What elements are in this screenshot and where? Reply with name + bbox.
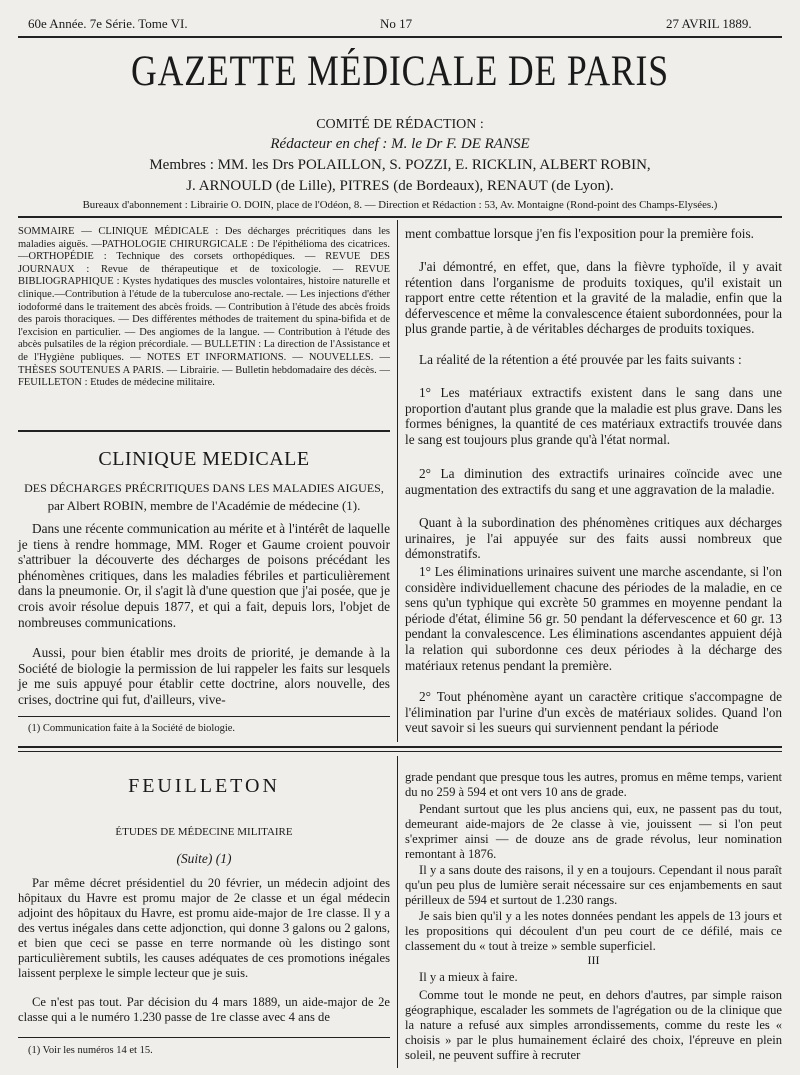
- committee-label: COMITÉ DE RÉDACTION :: [316, 117, 484, 132]
- feuilleton-right-para-2: Il y a sans doute des raisons, il y en a toujours. Cependant il nous paraît qu'un peu plus de lumière serait nécessaire sur ces enjambements en saut périlleux de 594 et surtout de 1.230 rangs.: [405, 863, 782, 907]
- clinique-heading: CLINIQUE MEDICALE: [98, 448, 310, 470]
- clinique-right-para-7: 2° Tout phénomène ayant un caractère critique s'accompagne de l'élimination par l'urine d'un excès de matériaux solides. Quand l'on veut savoir si les sueurs qui surviennent pendant la période: [405, 689, 782, 736]
- feuilleton-right-para-5: Comme tout le monde ne peut, en dehors d'autres, par simple raison géographique, escalader les sommets de l'agrégation ou de la clinique que la nature a refusé aux simples arrondissements, comme du reste les « choisis » par le plus humainement éclairé des choix, l'épreuve en plein soleil, ne peuvent suffire à recruter: [405, 988, 782, 1062]
- header-series: 60e Année. 7e Série. Tome VI.: [28, 16, 188, 31]
- clinique-right-para-6: 1° Les éliminations urinaires suivent une marche ascendante, si l'on considère individuellement chacune des périodes de la maladie, en ce sens qu'un typhique qui excrète 50 grammes en moyenne pendant la période d'état, élimine 56 gr. 50 pendant la défervescence et 60 gr. 13 pendant la convalescence. Les éliminations ascendantes appuient déjà la relation qui subordonne ces deux périodes à la décharge des matériaux retenus pendant la première.: [405, 564, 782, 673]
- masthead-title: GAZETTE MÉDICALE DE PARIS: [131, 48, 669, 95]
- feuilleton-right-para-4: Il y a mieux à faire.: [419, 970, 518, 984]
- feuilleton-suite: (Suite) (1): [176, 851, 232, 866]
- feuilleton-para-2: Ce n'est pas tout. Par décision du 4 mars 1889, un aide-major de 2e classe qui a le numéro 1.230 passe de 1re classe avec 4 ans de: [18, 995, 390, 1024]
- clinique-right-para-0: ment combattue lorsque j'en fis l'exposition pour la première fois.: [405, 226, 754, 241]
- header-number: No 17: [380, 16, 413, 31]
- sommaire-rule: [18, 430, 390, 432]
- clinique-right-para-2: La réalité de la rétention a été prouvée par les faits suivants :: [419, 352, 742, 367]
- header-rule: [18, 36, 782, 38]
- chief-editor: Rédacteur en chef : M. le Dr F. DE RANSE: [270, 136, 530, 152]
- sommaire: SOMMAIRE — CLINIQUE MÉDICALE : Des décharges précritiques dans les maladies aiguës. —PATHOLOGIE CHIRURGICALE : De l'épithélioma des cicatrices. —ORTHOPÉDIE : Technique des corsets orthopédiques. — REVUE DES JOURNAUX : Revue de thérapeutique et de toxicologie. — REVUE BIBLIOGRAPHIQUE : Kystes hydatiques des muscles volontaires, histoire naturelle et clinique.—Contribution à l'étude de la tuberculose ano-rectale. — Les injections d'éther iodoformé dans le traitement des abcès froids. — Contribution à l'étude des abcès froids des parois thoraciques. — Des différentes méthodes de traitement du spina-bifida et de l'excision en particulier. — Des angiomes de la langue. — Contribution à l'étude des abcès pulsatiles de la région précordiale. — BULLETIN : La direction de l'Assistance et de l'Hygiène publiques. — NOTES ET INFORMATIONS. — NOUVELLES. — THÈSES SOUTENUES A PARIS. — Librairie. — Bulletin hebdomadaire des décès. — FEUILLETON : Etudes de médecine militaire.: [18, 226, 390, 389]
- clinique-subtitle-2: par Albert ROBIN, membre de l'Académie de médecine (1).: [47, 498, 361, 513]
- masthead-rule: [18, 216, 782, 218]
- feuilleton-section-number: III: [587, 953, 600, 967]
- feuilleton-right-para-3: Je sais bien qu'il y a les notes données pendant les appels de 13 jours et les propositions qui découlent d'un peu court de ce défilé, mais ce classement du « tout à treize » semble superficiel.: [405, 909, 782, 953]
- members-line-1: Membres : MM. les Drs POLAILLON, S. POZZI, E. RICKLIN, ALBERT ROBIN,: [149, 157, 651, 173]
- clinique-subtitle-1: DES DÉCHARGES PRÉCRITIQUES DANS LES MALADIES AIGUES,: [24, 481, 384, 495]
- feuilleton-subtitle: ÉTUDES DE MÉDECINE MILITAIRE: [115, 826, 293, 838]
- offices-line: Bureaux d'abonnement : Librairie O. DOIN, place de l'Odéon, 8. — Direction et Rédaction : 53, Av. Montaigne (Rond-point des Champs-Elysées.): [82, 199, 718, 211]
- header-date: 27 AVRIL 1889.: [666, 16, 752, 31]
- clinique-para-1: Dans une récente communication au mérite et à l'intérêt de laquelle je tiens à rendre hommage, MM. Roger et Gaume croient pouvoir s'attribuer la découverte des décharges de poisons précédant les phénomènes critiques, dans les maladies fébriles et particulièrement dans la pneumonie. Or, il s'agit là d'une question que j'ai posée, que je crois avoir résolue depuis 1877, et qui a fait, depuis lors, l'objet de nombreuses communications.: [18, 521, 390, 630]
- feuilleton-rule-top: [18, 746, 782, 748]
- feuilleton-footnote: (1) Voir les numéros 14 et 15.: [28, 1045, 153, 1056]
- clinique-footnote: (1) Communication faite à la Société de biologie.: [28, 723, 236, 734]
- feuilleton-right-para-0: grade pendant que presque tous les autres, promus en même temps, varient du no 259 à 594 et ont vers 10 ans de grade.: [405, 770, 782, 799]
- clinique-footnote-rule: [18, 716, 390, 717]
- clinique-right-para-3: 1° Les matériaux extractifs existent dans le sang dans une proportion d'autant plus grande que la maladie est plus grave. Dans les formes bénignes, la quantité de ces matériaux extractifs trouvée dans le sang est toujours plus grande qu'à l'état normal.: [405, 385, 782, 447]
- feuilleton-heading: FEUILLETON: [128, 775, 280, 797]
- clinique-right-para-1: J'ai démontré, en effet, que, dans la fièvre typhoïde, il y avait rétention dans l'organisme de produits toxiques, qu'il existait un rapport entre cette rétention et la gravité de la maladie, enfin que la défervescence et même la convalescence étaient subordonnées, pour la plus grande partie, à de véritables décharges de produits toxiques.: [405, 259, 782, 337]
- members-line-2: J. ARNOULD (de Lille), PITRES (de Bordeaux), RENAUT (de Lyon).: [186, 178, 614, 194]
- feuilleton-footnote-rule: [18, 1037, 390, 1038]
- clinique-right-para-4: 2° La diminution des extractifs urinaires coïncide avec une augmentation des extractifs du sang et une aggravation de la maladie.: [405, 466, 782, 497]
- column-divider-lower: [397, 756, 398, 1068]
- clinique-para-2: Aussi, pour bien établir mes droits de priorité, je demande à la Société de biologie la permission de lui rappeler les faits sur lesquels je me suis appuyé pour établir cette doctrine, alors nouvelle, des crises, doctrine qui fut, d'ailleurs, vive-: [18, 645, 390, 707]
- feuilleton-rule-top-2: [18, 751, 782, 752]
- feuilleton-right-para-1: Pendant surtout que les plus anciens qui, eux, ne passent pas du tout, demeurant aide-majors de 2e classe à vie, jouissent — si l'on peut s'exprimer ainsi — de douze ans de grade révolus, leur nomination remontant à 1876.: [405, 802, 782, 861]
- clinique-right-para-5: Quant à la subordination des phénomènes critiques aux décharges urinaires, je l'ai appuyée sur des faits aussi nombreux que démonstratifs.: [405, 515, 782, 562]
- feuilleton-para-1: Par même décret présidentiel du 20 février, un médecin adjoint des hôpitaux du Havre est promu major de 2e classe et un égal médecin adjoint des hôpitaux du Havre, est promu aide-major de 1re classe. Il y a des vertus inégales dans cette adjonction, qui donne 3 galons ou 2 galons, et bien que ceci se passe en terre normande où les distingo sont particulièrement subtils, les causes adéquates de ces promotions inégales laissent perplexe le simple lecteur que je suis.: [18, 876, 390, 980]
- column-divider-upper: [397, 220, 398, 742]
